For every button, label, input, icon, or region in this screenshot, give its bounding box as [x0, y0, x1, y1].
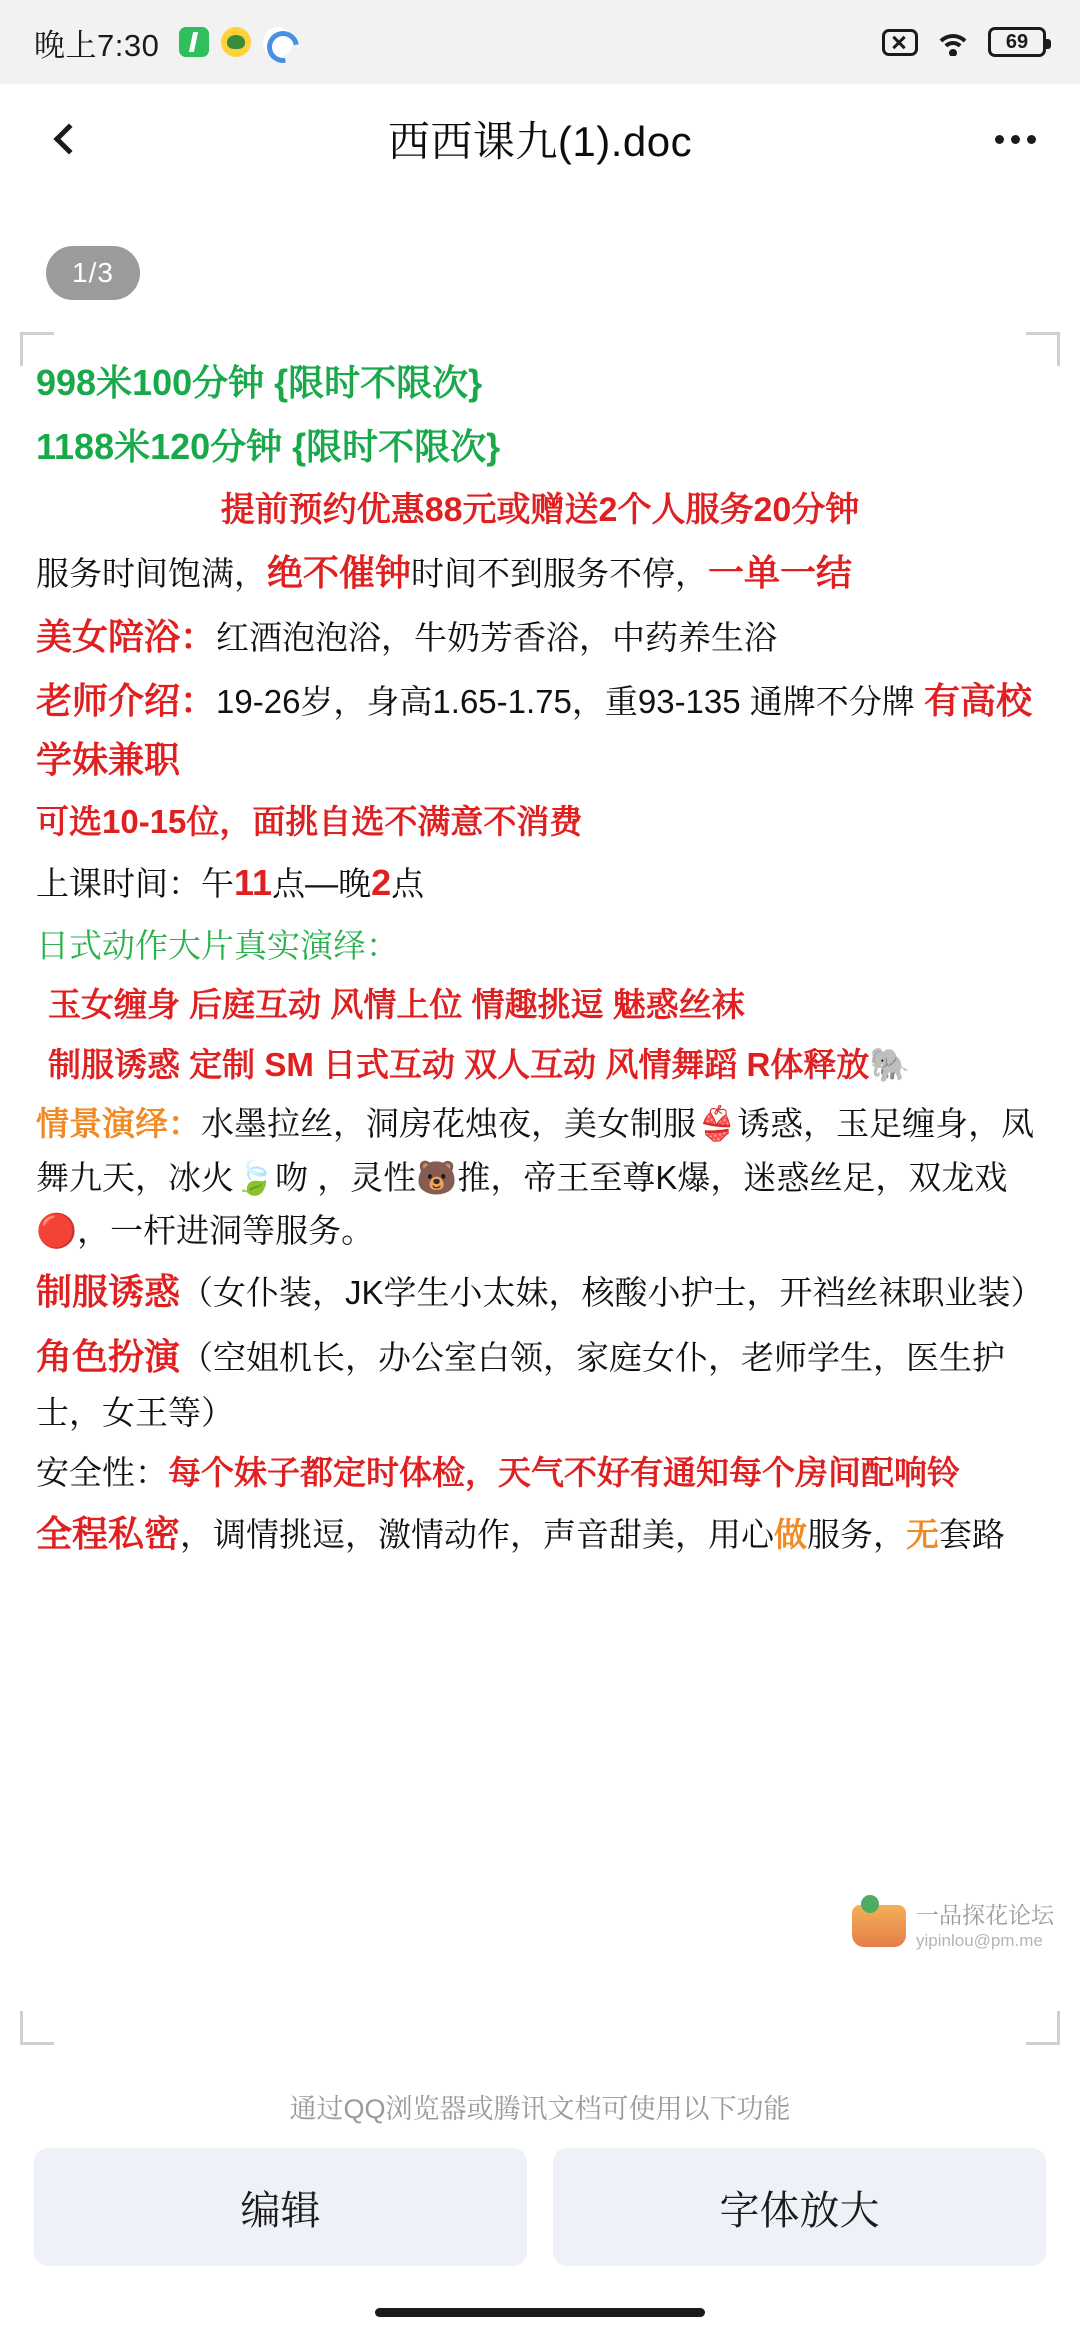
doc-line-8-d: 2 [371, 862, 392, 904]
footer-hint: 通过QQ浏览器或腾讯文档可使用以下功能 [289, 2094, 791, 2124]
doc-line-8 [36, 854, 1044, 912]
back-button[interactable] [34, 108, 96, 170]
crop-mark-bottom-right [1026, 2011, 1060, 2045]
doc-line-2: 1188米120分钟 {限时不限次} [36, 426, 501, 468]
crop-mark-bottom-left [20, 2011, 54, 2045]
doc-line-16-f: 套路 [939, 1515, 1006, 1553]
doc-line-9: 日式动作大片真实演绎： [36, 926, 399, 964]
document-content [0, 354, 1080, 1569]
doc-line-6-tail: 有高校学妹兼职 [36, 680, 1032, 780]
crop-mark-top-left [20, 332, 54, 366]
shield-icon [221, 27, 251, 57]
status-system-icons [882, 27, 1046, 57]
overflow-menu-icon[interactable] [984, 108, 1046, 170]
doc-line-11: 制服诱惑 定制 SM 日式互动 双人互动 风情舞蹈 R体释放🐘 [48, 1045, 911, 1083]
doc-line-7: 可选10-15位，面挑自选不满意不消费 [36, 802, 583, 840]
edit-button[interactable]: 编辑 [34, 2148, 527, 2266]
doc-line-6-label: 老师介绍： [36, 680, 217, 722]
wifi-icon [934, 28, 972, 56]
doc-line-12 [36, 1097, 1044, 1257]
doc-line-6-text: 19-26岁，身高1.65-1.75，重93-135 通牌不分牌 [216, 683, 924, 721]
doc-line-14-text: （空姐机长，办公室白领，家庭女仆，老师学生，医生护士，女王等） [36, 1338, 1006, 1432]
status-bar [0, 0, 1080, 84]
doc-line-13-label: 制服诱惑 [36, 1271, 181, 1313]
doc-line-16 [36, 1505, 1044, 1563]
back-chevron-icon [53, 123, 84, 154]
dot [1027, 135, 1036, 144]
app-bar [0, 84, 1080, 194]
watermark-text [916, 1901, 1054, 1951]
doc-line-5-text: 红酒泡泡浴，牛奶芳香浴，中药养生浴 [216, 619, 778, 657]
doc-line-8-c: 点—晚 [272, 865, 372, 903]
font-enlarge-button[interactable]: 字体放大 [553, 2148, 1046, 2266]
doc-line-6 [36, 672, 1044, 789]
doc-line-5-label: 美女陪浴： [36, 616, 217, 658]
doc-line-15-text: 每个妹子都定时体检，天气不好有通知每个房间配响铃 [168, 1453, 960, 1491]
browser-icon [263, 27, 293, 57]
doc-line-16-c: 做 [774, 1515, 808, 1553]
dot [1011, 135, 1020, 144]
doc-line-4-c: 时间不到服务不停， [411, 554, 709, 592]
lightning-badge-icon [179, 27, 209, 57]
doc-line-12-label: 情景演绎： [36, 1105, 201, 1143]
watermark-line-2: yipinlou@pm.me [916, 1930, 1043, 1950]
doc-line-4-a: 服务时间饱满， [36, 554, 267, 592]
doc-line-15 [36, 1446, 1044, 1499]
doc-line-4-d: 一单一结 [708, 551, 853, 593]
mute-icon [882, 29, 918, 56]
dot [995, 135, 1004, 144]
doc-line-16-d: 服务， [807, 1515, 907, 1553]
doc-line-5 [36, 608, 1044, 666]
doc-line-12-text: 水墨拉丝，洞房花烛夜，美女制服👙诱惑，玉足缠身，凤舞九天，冰火🍃吻 ，灵性🐻推，帝王至尊K爆，迷惑丝足，双龙戏🔴，一杆进洞等服务。 [36, 1105, 1035, 1249]
footer-bar [0, 2071, 1080, 2284]
doc-line-4-b: 绝不催钟 [267, 551, 412, 593]
watermark-logo-icon [852, 1905, 906, 1947]
doc-line-3: 提前预约优惠88元或赠送2个人服务20分钟 [220, 490, 860, 529]
document-viewer[interactable] [0, 194, 1080, 2071]
doc-line-14 [36, 1328, 1044, 1440]
watermark-line-1: 一品探花论坛 [916, 1902, 1054, 1928]
status-time: 晚上7:30 [34, 27, 160, 63]
page-indicator: 1/3 [46, 246, 140, 300]
home-indicator[interactable] [375, 2308, 705, 2317]
doc-line-15-label: 安全性： [36, 1453, 168, 1491]
footer-actions [34, 2148, 1046, 2284]
watermark [852, 1901, 1054, 1951]
doc-line-8-b: 11 [234, 862, 273, 904]
doc-line-8-e: 点 [391, 865, 425, 903]
doc-line-13-text: （女仆装，JK学生小太妹，核酸小护士，开裆丝袜职业装） [180, 1274, 1044, 1312]
battery-icon [988, 27, 1046, 57]
crop-mark-top-right [1026, 332, 1060, 366]
doc-line-8-a: 上课时间：午 [36, 865, 234, 903]
doc-line-16-b: ，调情挑逗，激情动作，声音甜美，用心 [180, 1515, 775, 1553]
doc-line-4 [36, 544, 1044, 602]
battery-level: 69 [1005, 30, 1029, 53]
doc-line-16-e: 无 [906, 1515, 940, 1553]
doc-line-13 [36, 1263, 1044, 1321]
doc-line-14-label: 角色扮演 [36, 1335, 181, 1377]
doc-line-16-a: 全程私密 [36, 1512, 181, 1554]
doc-line-1: 998米100分钟 {限时不限次} [36, 362, 483, 403]
status-notification-icons [179, 27, 293, 57]
page-title: 西西课九(1).doc [387, 118, 693, 165]
doc-line-10: 玉女缠身 后庭互动 风情上位 情趣挑逗 魅惑丝袜 [48, 986, 745, 1024]
system-navigation-bar [0, 2284, 1080, 2340]
